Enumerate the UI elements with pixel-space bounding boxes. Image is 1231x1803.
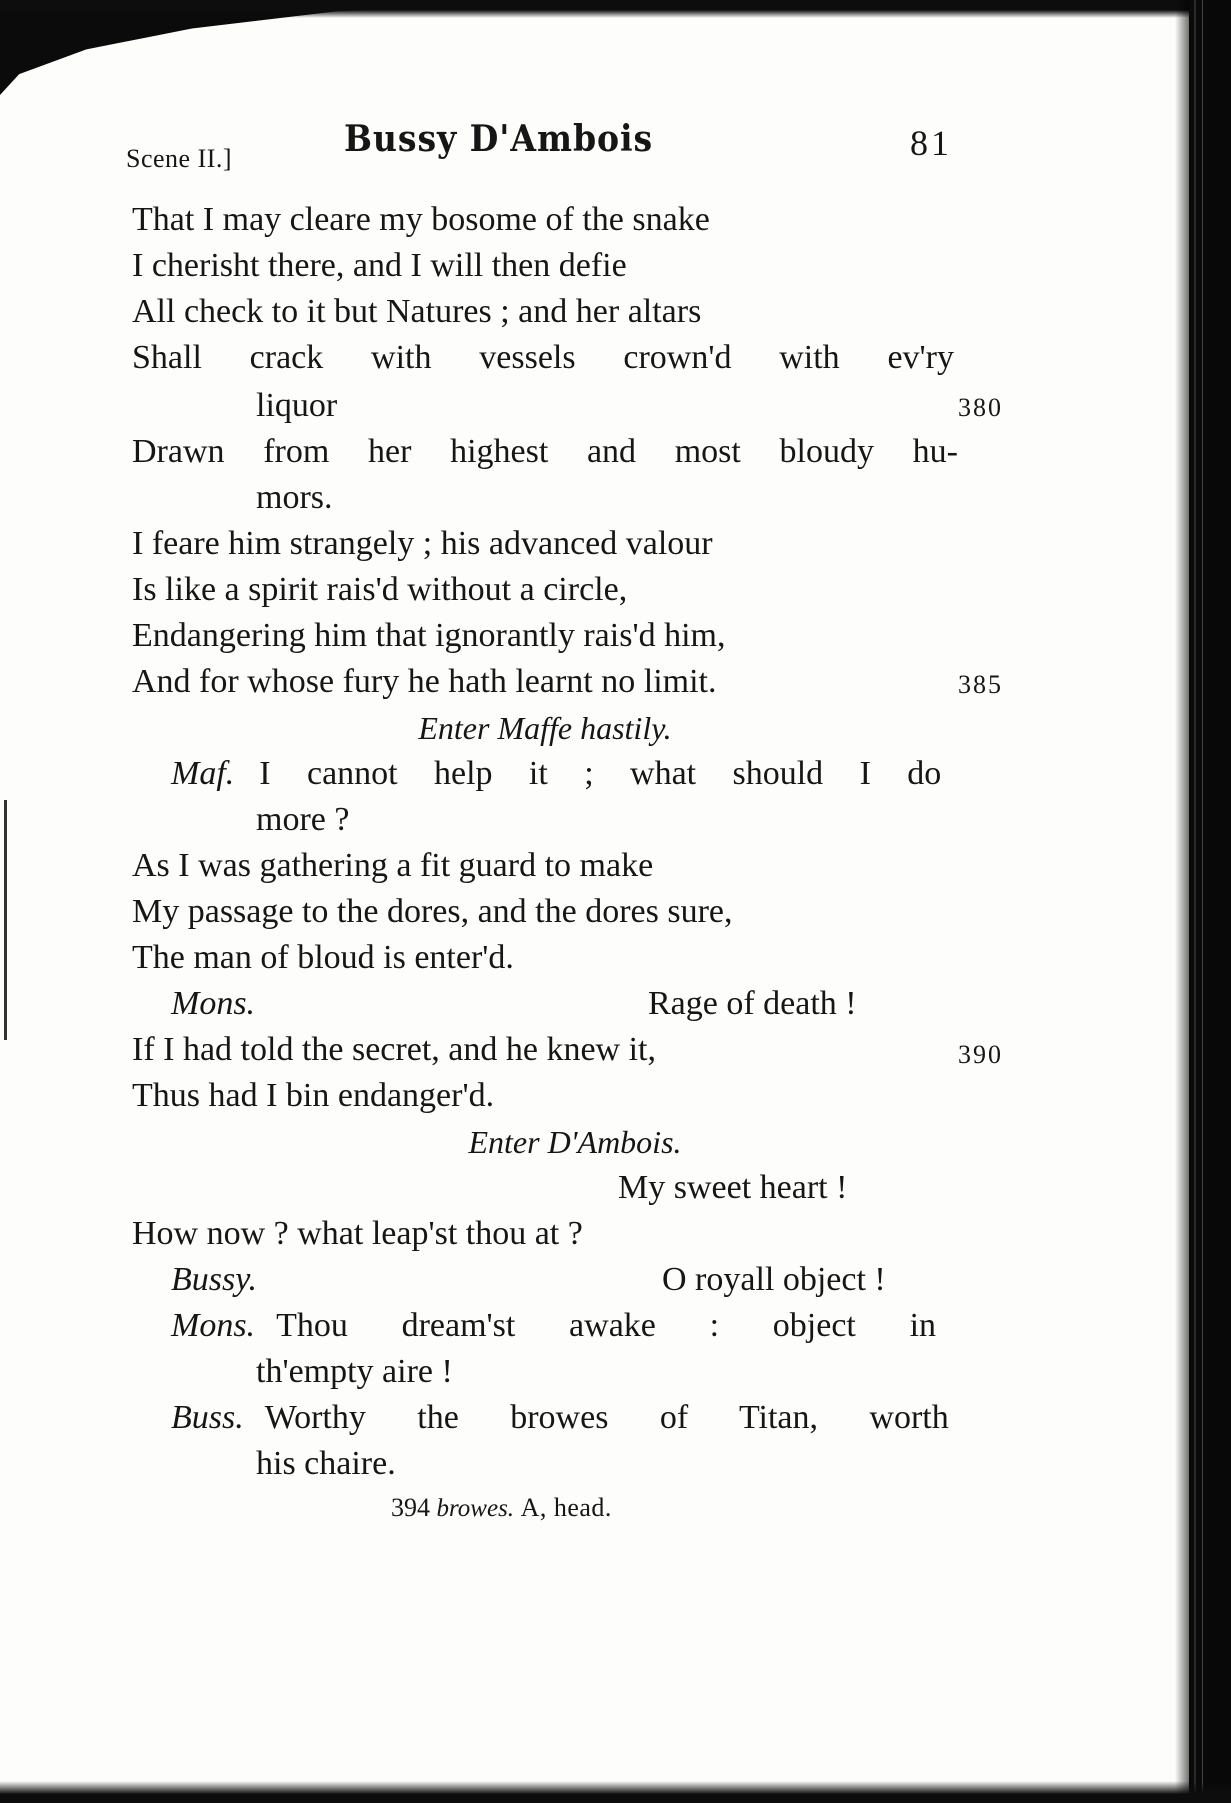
page-number: 81 (910, 123, 952, 163)
verse-line-continuation: th'empty aire ! (256, 1353, 453, 1390)
speech-text: Rage of death ! (648, 985, 857, 1022)
verse-line-continuation: mors. (256, 479, 333, 516)
stage-direction: Enter D'Ambois. (468, 1124, 682, 1160)
speech-text: I cannot help it ; what should I do (259, 755, 942, 792)
speech-line (171, 1306, 958, 1346)
footnote-line-number: 394 (391, 1493, 430, 1522)
speech-text: My sweet heart ! (618, 1169, 848, 1206)
verse-line: And for whose fury he hath learnt no limit. (132, 663, 717, 700)
verse-line: If I had told the secret, and he knew it, (132, 1031, 656, 1068)
speaker-name: Maf. (171, 755, 235, 792)
line-number: 385 (958, 670, 1003, 699)
speaker-name: Buss. (171, 1399, 244, 1436)
verse-line: Thus had I bin endanger'd. (132, 1077, 495, 1114)
verse-line-continuation: liquor (256, 387, 338, 424)
speech-text: Worthy the browes of Titan, worth (264, 1399, 949, 1436)
verse-line: That I may cleare my bosome of the snake (132, 201, 710, 238)
verse-line: As I was gathering a fit guard to make (132, 847, 654, 884)
footnote-lemma: browes. (436, 1495, 515, 1522)
verse-line: My passage to the dores, and the dores sure, (132, 893, 733, 930)
footnote-variant: A, head. (520, 1493, 612, 1522)
verse-line: All check to it but Natures ; and her altars (132, 293, 702, 330)
verse-line: The man of bloud is enter'd. (132, 939, 514, 976)
speech-text: O royall object ! (662, 1261, 886, 1298)
verse-line-continuation: more ? (256, 801, 350, 838)
speaker-name: Bussy. (171, 1261, 257, 1298)
line-number: 380 (958, 393, 1003, 422)
verse-line: Is like a spirit rais'd without a circle, (132, 571, 628, 608)
stage-direction: Enter Maffe hastily. (418, 710, 672, 746)
scene-label: Scene II.] (126, 144, 233, 173)
verse-line: Shall crack with vessels crown'd with ev'ry (132, 339, 954, 376)
footnote (391, 1493, 612, 1523)
speech-line (171, 754, 958, 794)
verse-line: I feare him strangely ; his advanced valour (132, 525, 713, 562)
verse-line: I cherisht there, and I will then defie (132, 247, 627, 284)
speech-line (171, 1398, 958, 1438)
speaker-name: Mons. (171, 985, 256, 1022)
verse-line-continuation: his chaire. (256, 1445, 396, 1482)
page-title: Bussy D'Ambois (344, 118, 654, 160)
line-number: 390 (958, 1040, 1003, 1069)
speech-text: Thou dream'st awake : object in (276, 1307, 937, 1344)
verse-line: How now ? what leap'st thou at ? (132, 1215, 583, 1252)
speaker-name: Mons. (171, 1307, 256, 1344)
verse-line: Endangering him that ignorantly rais'd him, (132, 617, 726, 654)
verse-line: Drawn from her highest and most bloudy hu- (132, 433, 958, 470)
